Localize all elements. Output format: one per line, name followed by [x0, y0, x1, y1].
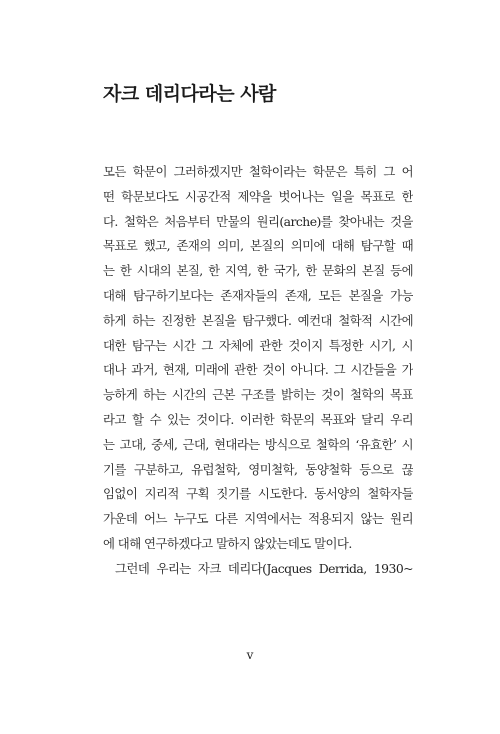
text-line: 대해 탐구하기보다는 존재자들의 존재, 모든 본질을 가능 — [103, 287, 413, 303]
body-text — [103, 160, 413, 582]
paragraph-1 — [103, 160, 413, 557]
text-line: 는 한 시대의 본질, 한 지역, 한 국가, 한 문화의 본질 등에 — [103, 263, 413, 279]
text-line: 그런데 우리는 자크 데리다(Jacques Derrida, 1930~ — [115, 560, 413, 576]
text-line: 기를 구분하고, 유럽철학, 영미철학, 동양철학 등으로 끊 — [103, 461, 413, 477]
text-line: 다. 철학은 처음부터 만물의 원리(arche)를 찾아내는 것을 — [103, 213, 413, 229]
paragraph-2 — [103, 557, 413, 582]
text-line: 하게 하는 진정한 본질을 탐구했다. 예컨대 철학적 시간에 — [103, 312, 413, 328]
text-line: 목표로 했고, 존재의 의미, 본질의 의미에 대해 탐구할 때 — [103, 238, 413, 254]
text-line: 떤 학문보다도 시공간적 제약을 벗어나는 일을 목표로 한 — [103, 188, 413, 204]
text-line: 능하게 하는 시간의 근본 구조를 밝히는 것이 철학의 목표 — [103, 387, 413, 403]
text-line: 라고 할 수 있는 것이다. 이러한 학문의 목표와 달리 우리 — [103, 411, 413, 427]
section-heading: 자크 데리다라는 사람 — [103, 83, 276, 105]
text-line: 임없이 지리적 구획 짓기를 시도한다. 동서양의 철학자들 — [103, 486, 413, 502]
text-line: 대나 과거, 현재, 미래에 관한 것이 아니다. 그 시간들을 가 — [103, 362, 413, 378]
text-line: 는 고대, 중세, 근대, 현대라는 방식으로 철학의 ‘유효한’ 시 — [103, 436, 413, 452]
text-line: 대한 탐구는 시간 그 자체에 관한 것이지 특정한 시기, 시 — [103, 337, 413, 353]
text-line: 에 대해 연구하겠다고 말하지 않았는데도 말이다. — [103, 535, 352, 551]
text-line: 모든 학문이 그러하겠지만 철학이라는 학문은 특히 그 어 — [103, 164, 413, 179]
text-line: 가운데 어느 누구도 다른 지역에서는 적용되지 않는 원리 — [103, 511, 413, 527]
page-number: v — [246, 648, 254, 662]
